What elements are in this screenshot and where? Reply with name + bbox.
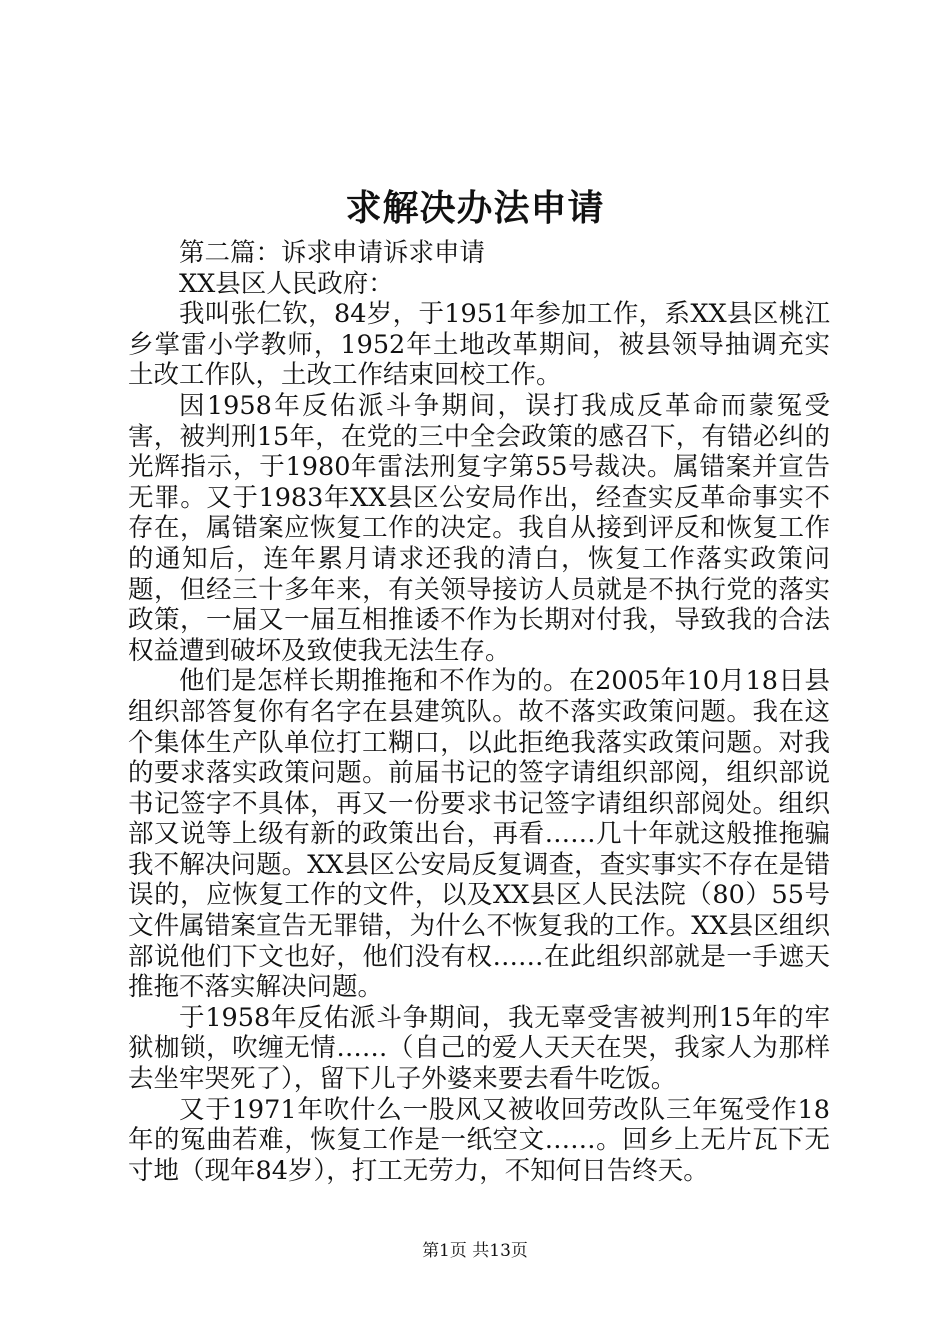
salutation: XX县区人民政府： <box>179 268 394 299</box>
document-title: 求解决办法申请 <box>345 187 605 229</box>
section-heading: 第二篇：诉求申请诉求申请 <box>179 238 486 268</box>
page-number-footer: 第1页 共13页 <box>422 1241 528 1261</box>
body-paragraph: 又于1971年吹什么一股风又被收回劳改队三年冤受作18年的冤曲若难，恢复工作是一纸空文……。回乡上无片瓦下无寸地（现年84岁），打工无劳力，不知何日告终天。 <box>128 1094 830 1186</box>
document-body <box>128 238 830 1186</box>
body-paragraph: 他们是怎样长期推拖和不作为的。在2005年10月18日县组织部答复你有名字在县建筑队。故不落实政策问题。我在这个集体生产队单位打工糊口，以此拒绝我落实政策问题。对我的要求落实政策问题。前届书记的签字请组织部阅，组织部说书记签字不具体，再又一份要求书记签字请组织部阅处。组织部又说等上级有新的政策出台，再看……几十年就这般推拖骗我不解决问题。XX县区公安局反复调查，查实事实不存在是错误的，应恢复工作的文件，以及XX县区人民法院（80）55号文件属错案宣告无罪错，为什么不恢复我的工作。XX县区组织部说他们下文也好，他们没有权……在此组织部就是一手遮天推拖不落实解决问题。 <box>128 666 830 1003</box>
body-paragraph: 因1958年反佑派斗争期间，误打我成反革命而蒙冤受害，被判刑15年，在党的三中全会政策的感召下，有错必纠的光辉指示，于1980年雷法刑复字第55号裁决。属错案并宣告无罪。又于1983年XX县区公安局作出，经查实反革命事实不存在，属错案应恢复工作的决定。我自从接到评反和恢复工作的通知后，连年累月请求还我的清白，恢复工作落实政策问题，但经三十多年来，有关领导接访人员就是不执行党的落实政策，一届又一届互相推诿不作为长期对付我，导致我的合法权益遭到破坏及致使我无法生存。 <box>128 390 830 666</box>
body-paragraph: 我叫张仁钦，84岁，于1951年参加工作，系XX县区桃江乡掌雷小学教师，1952年土地改革期间，被县领导抽调充实土改工作队，土改工作结束回校工作。 <box>128 299 830 391</box>
body-paragraph: 于1958年反佑派斗争期间，我无辜受害被判刑15年的牢狱枷锁，吹缠无情……（自己的爱人天天在哭，我家人为那样去坐牢哭死了），留下儿子外婆来要去看牛吃饭。 <box>128 1002 830 1095</box>
